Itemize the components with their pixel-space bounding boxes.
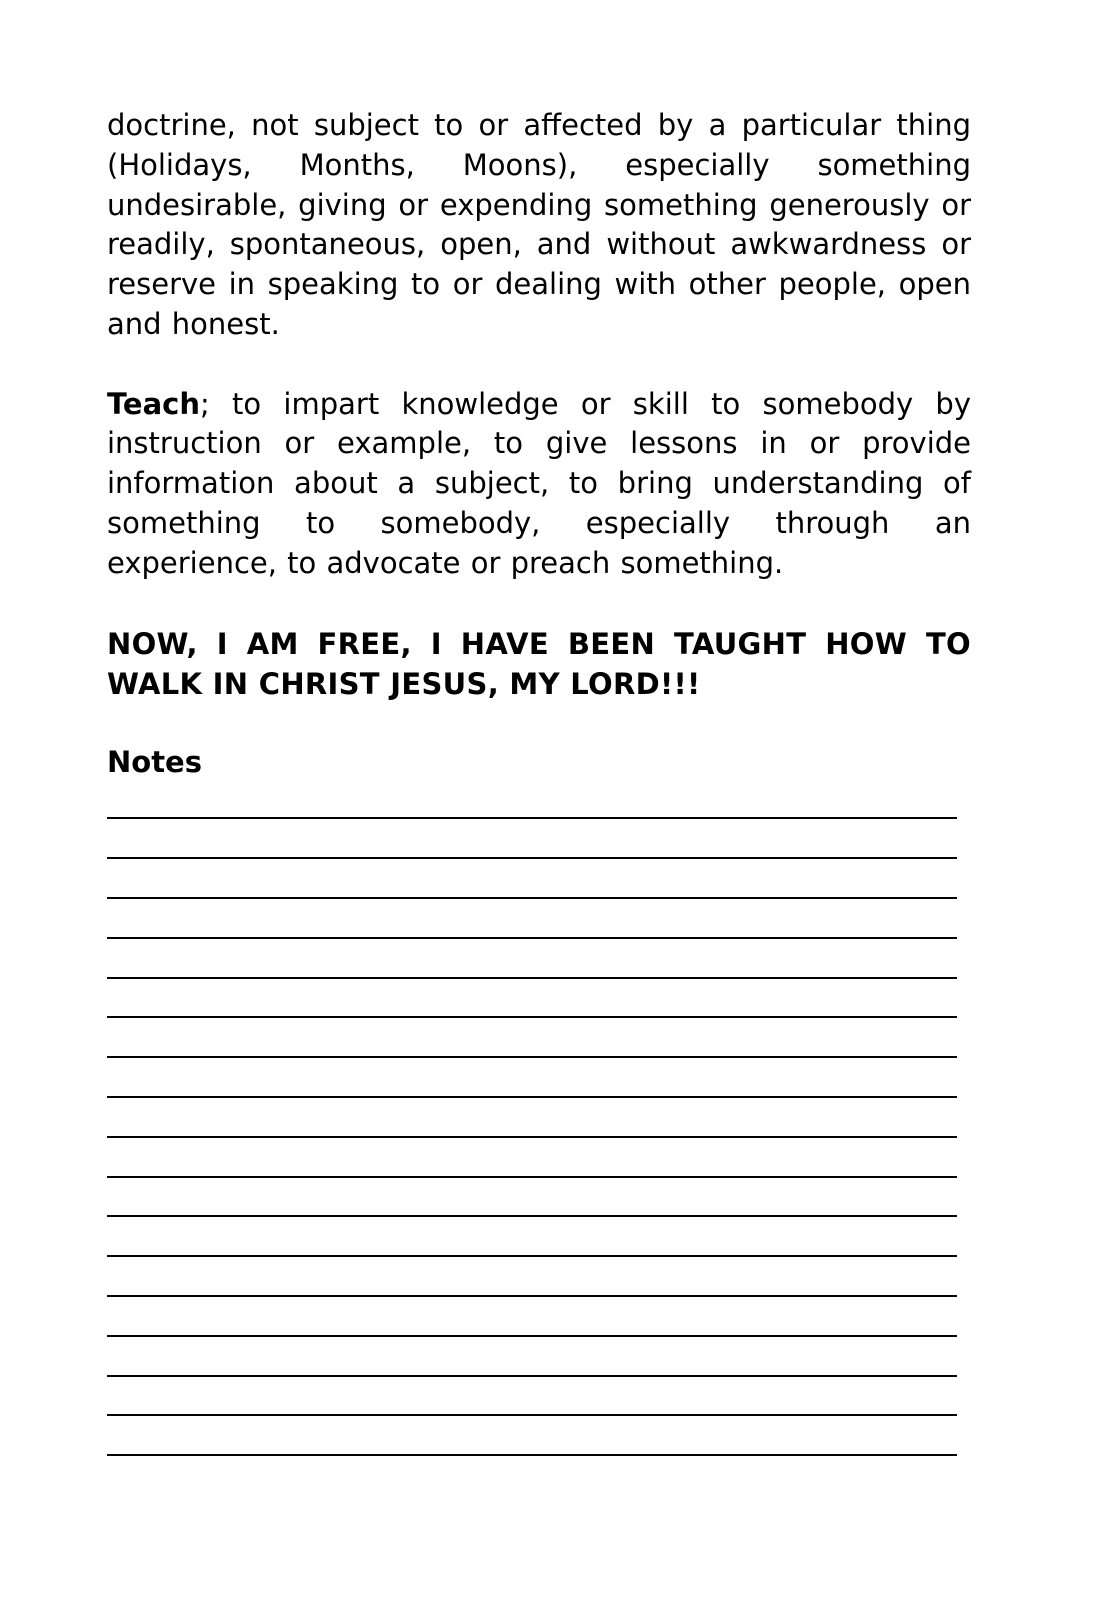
note-writing-line xyxy=(107,1028,957,1068)
page-content xyxy=(107,106,971,1466)
notes-lines xyxy=(107,790,957,1467)
note-writing-line xyxy=(107,949,957,989)
note-writing-line xyxy=(107,1148,957,1188)
note-writing-line xyxy=(107,1068,957,1108)
note-writing-line xyxy=(107,869,957,909)
notes-heading: Notes xyxy=(107,744,202,779)
note-writing-line xyxy=(107,1108,957,1148)
note-writing-line xyxy=(107,790,957,830)
note-writing-line xyxy=(107,989,957,1029)
note-writing-line xyxy=(107,1188,957,1228)
teach-term: Teach xyxy=(107,386,201,421)
teach-definition-text: ; to impart knowledge or skill to somebody by instruction or example, to give lessons in or provide information about a subject, to bring understanding of something to somebody, especially through an experience, to advocate or preach something. xyxy=(107,386,971,580)
note-writing-line xyxy=(107,1307,957,1347)
note-writing-line xyxy=(107,1347,957,1387)
note-writing-line xyxy=(107,829,957,869)
note-writing-line xyxy=(107,1387,957,1427)
note-writing-line xyxy=(107,1227,957,1267)
note-writing-line xyxy=(107,909,957,949)
note-writing-line xyxy=(107,1426,957,1466)
definition-paragraph-continued: doctrine, not subject to or affected by a particular thing (Holidays, Months, Moons), especially something undesirable, giving or expending something generously or readily, spontaneous, open, and without awkwardness or reserve in speaking to or dealing with other people, open and honest. xyxy=(107,108,971,341)
teach-definition-paragraph xyxy=(107,385,971,584)
declaration-heading: NOW, I AM FREE, I HAVE BEEN TAUGHT HOW TO WALK IN CHRIST JESUS, MY LORD!!! xyxy=(107,626,971,701)
note-writing-line xyxy=(107,1267,957,1307)
